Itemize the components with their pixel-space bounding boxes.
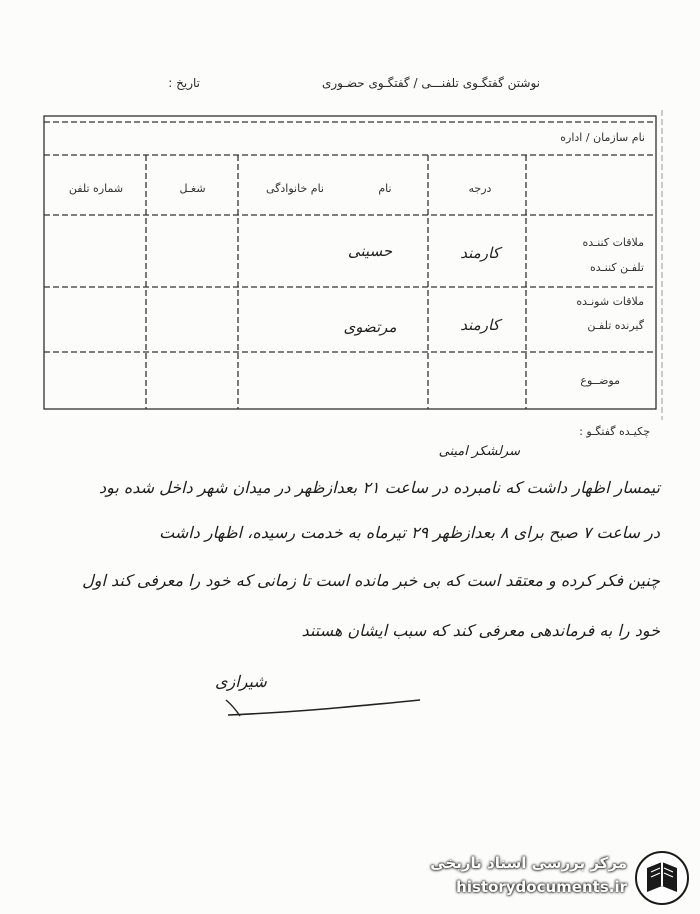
org-label: نام سازمان / اداره bbox=[560, 131, 645, 144]
book-icon bbox=[633, 850, 691, 906]
col-header-phone: شماره تلفن bbox=[68, 182, 124, 195]
logo-url: historydocuments.ir bbox=[456, 878, 627, 896]
summary-label: چکیـده گفتگـو : bbox=[579, 425, 650, 438]
subject-label: موضــوع bbox=[580, 374, 620, 387]
signature: شیرازی bbox=[215, 672, 267, 691]
row2-rank-value: کارمند bbox=[460, 316, 500, 334]
signature-tick bbox=[226, 700, 240, 716]
row1-family-value: حسینی bbox=[347, 242, 393, 260]
signature-underline bbox=[228, 700, 420, 715]
col-header-rank: درجه bbox=[468, 182, 492, 195]
col-header-name: نام bbox=[378, 182, 392, 195]
notes-line-3: چنین فکر کرده و معتقد است که بی خبر مانده است تا زمانی که خود را معرفی کند اول bbox=[82, 571, 660, 590]
row1-rank-value: کارمند bbox=[460, 244, 500, 262]
row1-label-caller: تلفـن کننـده bbox=[590, 261, 644, 274]
col-header-job: شغـل bbox=[179, 182, 206, 195]
document-title: نوشتن گفتگـوی تلفنـــی / گفتگـوی حضـوری bbox=[321, 76, 540, 90]
logo-name-fa: مرکز بررسی اسناد تاریخی bbox=[430, 854, 627, 872]
notes-line-1: تیمسار اظهار داشت که نامبرده در ساعت ۲۱ بعدازظهر در میدان شهر داخل شده بود bbox=[98, 478, 660, 497]
date-label: تاریخ : bbox=[168, 76, 200, 90]
row1-label-visitor: ملاقات کننـده bbox=[582, 236, 644, 249]
archive-logo bbox=[415, 848, 695, 908]
row2-label-receiver: گیرنده تلفـن bbox=[587, 319, 644, 332]
notes-heading: سرلشکر امینی bbox=[438, 444, 520, 459]
row2-label-visited: ملاقات شونـده bbox=[576, 295, 644, 308]
col-header-family: نام خانوادگی bbox=[266, 182, 324, 195]
notes-line-2: در ساعت ۷ صبح برای ۸ بعدازظهر ۲۹ تیرماه به خدمت رسیده، اظهار داشت bbox=[159, 523, 660, 542]
notes-line-4: خود را به فرماندهی معرفی کند که سبب ایشان هستند bbox=[301, 621, 660, 640]
row2-family-value: مرتضوی bbox=[343, 318, 397, 336]
